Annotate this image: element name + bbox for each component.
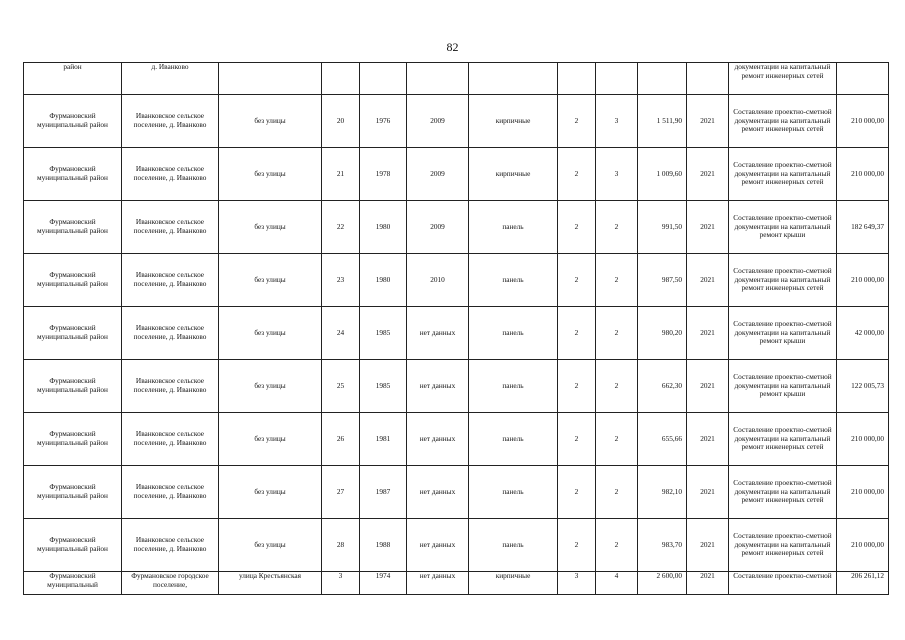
cell-district: Фурмановский муниципальный район [24,254,122,307]
table-row [24,466,889,519]
cell-street: без улицы [219,519,322,572]
cell-floors: 2 [558,307,596,360]
cell-wall-material: кирпичные [469,95,558,148]
cell-settlement: Иванковское сельское поселение, д. Иванково [122,254,219,307]
cell-area: 983,70 [638,519,687,572]
cell-wall-material: кирпичные [469,572,558,595]
cell-floors: 2 [558,413,596,466]
cell-construction-year: 1988 [360,519,407,572]
cell-last-overhaul-year: 2009 [407,95,469,148]
cell-floors: 2 [558,148,596,201]
cell-floors: 2 [558,95,596,148]
cell-cost: 122 005,73 [837,360,889,413]
cell-wall-material: панель [469,360,558,413]
cell-plan-year: 2021 [687,148,729,201]
cell-work-type: Составление проектно-сметной документации на капитальный ремонт инженерных сетей [729,95,837,148]
cell-settlement: Иванковское сельское поселение, д. Иванково [122,201,219,254]
cell-district: Фурмановский муниципальный [24,572,122,595]
cell-district: Фурмановский муниципальный район [24,307,122,360]
cell-floors: 2 [558,201,596,254]
cell-area: 987,50 [638,254,687,307]
cell-last-overhaul-year: нет данных [407,466,469,519]
cell-construction-year: 1980 [360,201,407,254]
cell-wall-material: панель [469,413,558,466]
cell-cost [837,63,889,95]
cell-entrances: 2 [596,466,638,519]
cell-area: 982,10 [638,466,687,519]
table-row [24,572,889,595]
cell-wall-material: панель [469,466,558,519]
cell-floors: 2 [558,360,596,413]
cell-wall-material: кирпичные [469,148,558,201]
cell-settlement: Иванковское сельское поселение, д. Иванково [122,360,219,413]
cell-area: 662,30 [638,360,687,413]
cell-plan-year: 2021 [687,519,729,572]
cell-settlement: Иванковское сельское поселение, д. Иванково [122,307,219,360]
cell-work-type: Составление проектно-сметной [729,572,837,595]
cell-plan-year: 2021 [687,201,729,254]
cell-area: 980,20 [638,307,687,360]
cell-plan-year: 2021 [687,307,729,360]
cell-last-overhaul-year: 2009 [407,148,469,201]
cell-entrances: 3 [596,95,638,148]
cell-plan-year: 2021 [687,572,729,595]
cell-wall-material: панель [469,201,558,254]
cell-wall-material: панель [469,519,558,572]
cell-floors [558,63,596,95]
cell-street: без улицы [219,201,322,254]
cell-work-type: Составление проектно-сметной документации на капитальный ремонт инженерных сетей [729,148,837,201]
cell-last-overhaul-year: нет данных [407,413,469,466]
table-row [24,519,889,572]
cell-last-overhaul-year [407,63,469,95]
cell-work-type: документации на капитальный ремонт инженерных сетей [729,63,837,95]
cell-district: район [24,63,122,95]
cell-entrances: 2 [596,519,638,572]
cell-house-number: 24 [322,307,360,360]
cell-construction-year [360,63,407,95]
cell-street: без улицы [219,148,322,201]
cell-street: улица Крестьянская [219,572,322,595]
cell-house-number: 23 [322,254,360,307]
cell-district: Фурмановский муниципальный район [24,148,122,201]
cell-settlement: д. Иванково [122,63,219,95]
cell-wall-material: панель [469,307,558,360]
table-row [24,254,889,307]
cell-work-type: Составление проектно-сметной документации на капитальный ремонт крыши [729,201,837,254]
cell-work-type: Составление проектно-сметной документации на капитальный ремонт инженерных сетей [729,466,837,519]
cell-last-overhaul-year: нет данных [407,360,469,413]
cell-settlement: Иванковское сельское поселение, д. Иванково [122,95,219,148]
cell-area: 991,50 [638,201,687,254]
cell-street: без улицы [219,307,322,360]
cell-entrances: 3 [596,148,638,201]
cell-plan-year: 2021 [687,95,729,148]
table-row [24,413,889,466]
table-row [24,148,889,201]
cell-cost: 210 000,00 [837,519,889,572]
cell-street: без улицы [219,360,322,413]
cell-district: Фурмановский муниципальный район [24,360,122,413]
cell-cost: 210 000,00 [837,466,889,519]
cell-entrances: 2 [596,201,638,254]
cell-floors: 3 [558,572,596,595]
cell-construction-year: 1981 [360,413,407,466]
cell-area: 1 009,60 [638,148,687,201]
cell-cost: 210 000,00 [837,95,889,148]
cell-entrances: 2 [596,254,638,307]
cell-construction-year: 1978 [360,148,407,201]
cell-last-overhaul-year: 2010 [407,254,469,307]
cell-entrances [596,63,638,95]
cell-house-number: 3 [322,572,360,595]
cell-cost: 210 000,00 [837,148,889,201]
cell-floors: 2 [558,519,596,572]
cell-cost: 210 000,00 [837,254,889,307]
cell-plan-year: 2021 [687,254,729,307]
cell-work-type: Составление проектно-сметной документации на капитальный ремонт инженерных сетей [729,519,837,572]
table-row [24,95,889,148]
cell-wall-material: панель [469,254,558,307]
cell-house-number: 22 [322,201,360,254]
cell-entrances: 4 [596,572,638,595]
cell-house-number: 26 [322,413,360,466]
cell-plan-year [687,63,729,95]
cell-house-number: 28 [322,519,360,572]
table-row [24,63,889,95]
cell-wall-material [469,63,558,95]
cell-house-number: 20 [322,95,360,148]
cell-area: 1 511,90 [638,95,687,148]
cell-house-number: 21 [322,148,360,201]
cell-cost: 210 000,00 [837,413,889,466]
table-row [24,307,889,360]
cell-settlement: Иванковское сельское поселение, д. Иванково [122,519,219,572]
cell-last-overhaul-year: нет данных [407,519,469,572]
cell-plan-year: 2021 [687,413,729,466]
cell-street: без улицы [219,95,322,148]
cell-area [638,63,687,95]
cell-settlement: Фурмановское городское поселение, [122,572,219,595]
cell-work-type: Составление проектно-сметной документации на капитальный ремонт крыши [729,360,837,413]
cell-floors: 2 [558,254,596,307]
cell-construction-year: 1985 [360,307,407,360]
cell-work-type: Составление проектно-сметной документации на капитальный ремонт инженерных сетей [729,254,837,307]
cell-construction-year: 1974 [360,572,407,595]
page-number: 82 [446,40,459,54]
cell-work-type: Составление проектно-сметной документации на капитальный ремонт инженерных сетей [729,413,837,466]
cell-last-overhaul-year: 2009 [407,201,469,254]
cell-house-number: 25 [322,360,360,413]
cell-entrances: 2 [596,413,638,466]
cell-district: Фурмановский муниципальный район [24,201,122,254]
cell-district: Фурмановский муниципальный район [24,95,122,148]
cell-house-number: 27 [322,466,360,519]
cell-settlement: Иванковское сельское поселение, д. Иванково [122,466,219,519]
cell-street: без улицы [219,413,322,466]
cell-floors: 2 [558,466,596,519]
table-row [24,201,889,254]
table-row [24,360,889,413]
cell-street: без улицы [219,466,322,519]
cell-street [219,63,322,95]
cell-plan-year: 2021 [687,466,729,519]
cell-district: Фурмановский муниципальный район [24,466,122,519]
cell-cost: 182 649,37 [837,201,889,254]
capital-repair-table [23,62,889,595]
cell-last-overhaul-year: нет данных [407,572,469,595]
cell-settlement: Иванковское сельское поселение, д. Иванково [122,413,219,466]
cell-house-number [322,63,360,95]
cell-district: Фурмановский муниципальный район [24,413,122,466]
cell-construction-year: 1980 [360,254,407,307]
cell-construction-year: 1976 [360,95,407,148]
cell-construction-year: 1985 [360,360,407,413]
cell-work-type: Составление проектно-сметной документации на капитальный ремонт крыши [729,307,837,360]
cell-cost: 42 000,00 [837,307,889,360]
cell-entrances: 2 [596,360,638,413]
cell-entrances: 2 [596,307,638,360]
cell-construction-year: 1987 [360,466,407,519]
cell-street: без улицы [219,254,322,307]
cell-area: 655,66 [638,413,687,466]
cell-district: Фурмановский муниципальный район [24,519,122,572]
cell-area: 2 600,00 [638,572,687,595]
cell-plan-year: 2021 [687,360,729,413]
cell-last-overhaul-year: нет данных [407,307,469,360]
cell-settlement: Иванковское сельское поселение, д. Иванково [122,148,219,201]
cell-cost: 206 261,12 [837,572,889,595]
